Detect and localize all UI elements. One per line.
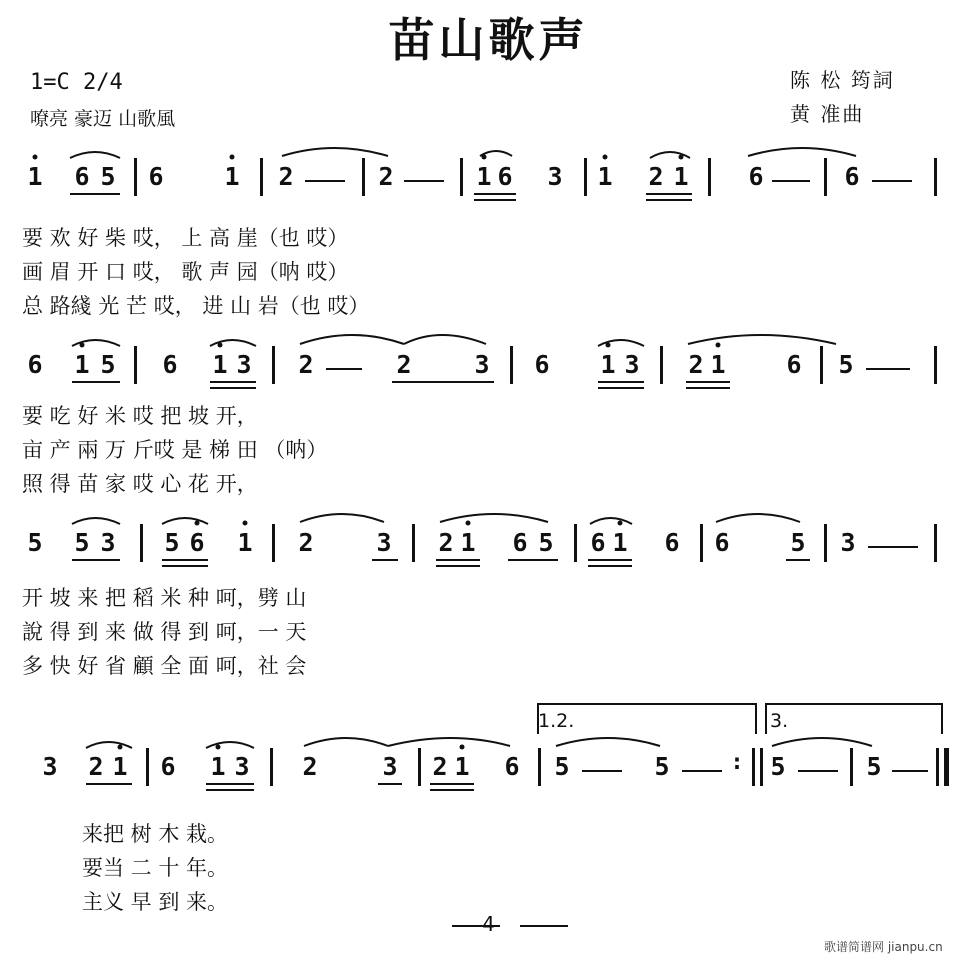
note: 6 [590,528,606,557]
lyric-line: 多 快 好 省 顧 全 面 呵，社 会 [22,654,307,678]
note: 6 [74,162,90,191]
note: 6 [534,350,550,379]
note: 2 [648,162,664,191]
note: 5 [654,752,670,781]
lyric-line: 說 得 到 来 做 得 到 呵，一 天 [22,620,307,644]
note: 5 [538,528,554,557]
key-signature: 1=C 2/4 [30,70,123,95]
note: 3 [840,528,856,557]
song-title: 苗山歌声 [388,13,589,67]
page-number: 4 [482,912,495,936]
note: 1 [27,162,43,191]
note: 3 [382,752,398,781]
note: 5 [100,162,116,191]
lyric-line: 要当 二 十 年。 [82,856,229,880]
note: 5 [164,528,180,557]
note: 6 [162,350,178,379]
note: 2 [302,752,318,781]
note: 1 [237,528,253,557]
note: 3 [234,752,250,781]
note: 1 [673,162,689,191]
note: 5 [866,752,882,781]
note: 1 [74,350,90,379]
note: 3 [624,350,640,379]
note: 6 [748,162,764,191]
note: 6 [27,350,43,379]
lyric-line: 来把 树 木 栽。 [82,822,229,846]
note: 6 [504,752,520,781]
ending-1-2-label: 1.2. [538,710,575,732]
note: 5 [74,528,90,557]
repeat-dots: : [730,750,744,775]
ending-3-label: 3. [770,710,789,732]
performance-mood: 嘹亮 豪迈 山歌風 [30,108,176,130]
note: 3 [376,528,392,557]
note: 6 [189,528,205,557]
note: 6 [664,528,680,557]
lyric-line: 开 坡 来 把 稻 米 种 呵，劈 山 [22,586,307,610]
lyric-line: 主义 早 到 来。 [82,890,229,914]
note: 2 [378,162,394,191]
note: 2 [688,350,704,379]
note: 2 [298,350,314,379]
note: 3 [100,528,116,557]
lyric-line: 亩 产 兩 万 斤哎 是 梯 田 （呐） [22,438,328,462]
note: 1 [476,162,492,191]
note: 3 [42,752,58,781]
note: 3 [547,162,563,191]
lyric-line: 画 眉 开 口 哎， 歌 声 园（呐 哎） [22,260,349,284]
lyric-line: 要 欢 好 柴 哎， 上 高 崖（也 哎） [22,226,349,250]
note: 1 [600,350,616,379]
lyric-line: 要 吃 好 米 哎 把 坡 开， [22,404,258,428]
note: 6 [497,162,513,191]
note: 1 [460,528,476,557]
note: 1 [112,752,128,781]
note: 5 [790,528,806,557]
note: 2 [438,528,454,557]
note: 3 [474,350,490,379]
watermark: 歌谱简谱网 jianpu.cn [824,940,943,954]
note: 2 [88,752,104,781]
note: 6 [148,162,164,191]
lyricist-credit: 陈 松 筠詞 [790,68,895,92]
note: 1 [597,162,613,191]
note: 1 [710,350,726,379]
lyric-line: 照 得 苗 家 哎 心 花 开， [22,472,258,496]
note: 1 [224,162,240,191]
note: 6 [786,350,802,379]
note: 1 [212,350,228,379]
note: 1 [454,752,470,781]
note: 2 [432,752,448,781]
note: 3 [236,350,252,379]
note: 1 [612,528,628,557]
note: 1 [210,752,226,781]
note: 2 [396,350,412,379]
note: 6 [512,528,528,557]
note: 5 [27,528,43,557]
note: 5 [770,752,786,781]
note: 2 [278,162,294,191]
note: 2 [298,528,314,557]
note: 6 [844,162,860,191]
note: 6 [160,752,176,781]
note: 6 [714,528,730,557]
composer-credit: 黄 准曲 [790,102,865,126]
note: 5 [100,350,116,379]
note: 5 [838,350,854,379]
lyric-line: 总 路綫 光 芒 哎， 进 山 岩（也 哎） [22,294,370,318]
note: 5 [554,752,570,781]
